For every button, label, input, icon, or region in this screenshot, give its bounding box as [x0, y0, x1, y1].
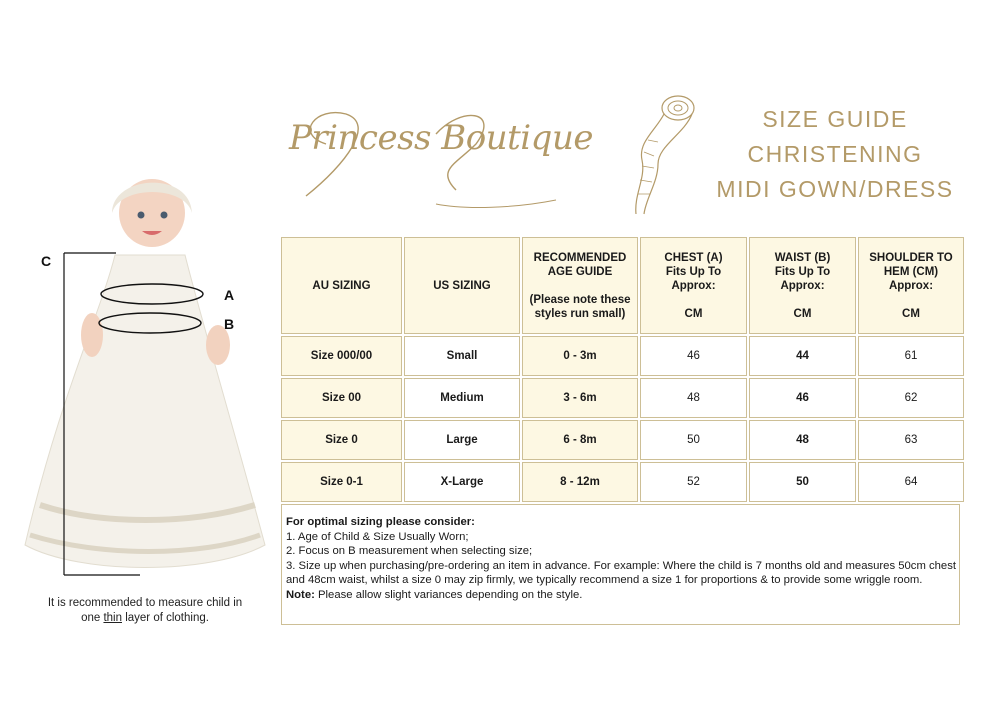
measure-note [40, 596, 250, 626]
table-cell-chest: 52 [640, 462, 747, 502]
table-cell-hem: 62 [858, 378, 964, 418]
header-line: styles run small) [534, 307, 626, 320]
label-b: B [224, 316, 235, 332]
table-cell-au: Size 00 [281, 378, 402, 418]
header-us-sizing [404, 237, 520, 334]
table-cell-waist: 48 [749, 420, 856, 460]
heading-line-2: CHRISTENING [747, 141, 923, 167]
sizing-notes [281, 504, 960, 625]
heading-line-3: MIDI GOWN/DRESS [716, 176, 954, 202]
header-line: WAIST (B) [774, 251, 831, 264]
measure-note-text-1: It is recommended to measure child in one [47, 597, 243, 624]
header-line: AGE GUIDE [547, 265, 613, 278]
header-line: HEM (CM) [883, 265, 939, 278]
table-cell-us: Medium [404, 378, 520, 418]
table-cell-us: Large [404, 420, 520, 460]
notes-note-text: Please allow slight variances depending on the style. [314, 588, 583, 601]
table-cell-hem: 63 [858, 420, 964, 460]
header-line: RECOMMENDED [533, 251, 627, 264]
header-line: SHOULDER TO [869, 251, 953, 264]
header-line: CM [684, 307, 703, 320]
header-line: US SIZING [433, 279, 491, 292]
table-cell-age: 0 - 3m [522, 336, 638, 376]
table-cell-chest: 50 [640, 420, 747, 460]
notes-note [286, 588, 956, 603]
table-cell-waist: 50 [749, 462, 856, 502]
table-cell-chest: 48 [640, 378, 747, 418]
header-line: Fits Up To [665, 265, 722, 278]
table-cell-waist: 46 [749, 378, 856, 418]
table-cell-age: 8 - 12m [522, 462, 638, 502]
label-c: C [41, 253, 52, 269]
header-line: CM [793, 307, 812, 320]
table-cell-au: Size 0 [281, 420, 402, 460]
measure-note-underlined: thin [103, 612, 122, 624]
table-cell-age: 3 - 6m [522, 378, 638, 418]
size-table [281, 237, 960, 625]
measure-note-text-2: layer of clothing. [122, 612, 209, 624]
header-age-guide [522, 237, 638, 334]
table-cell-hem: 61 [858, 336, 964, 376]
header-line: CHEST (A) [664, 251, 723, 264]
table-cell-us: X-Large [404, 462, 520, 502]
table-cell-au: Size 0-1 [281, 462, 402, 502]
header-chest [640, 237, 747, 334]
table-cell-age: 6 - 8m [522, 420, 638, 460]
table-cell-au: Size 000/00 [281, 336, 402, 376]
heading-line-1: SIZE GUIDE [762, 106, 908, 132]
notes-title: For optimal sizing please consider: [286, 516, 475, 528]
notes-item-3: 3. Size up when purchasing/pre-ordering an item in advance. For example: Where the child is 7 months old and measures 50cm chest and 48cm waist, whilst a size 0 may zip firmly, we typically recommend a size 1 for proportions & to provide some wriggle room. [286, 559, 957, 586]
header-line: AU SIZING [312, 279, 371, 292]
table-cell-waist: 44 [749, 336, 856, 376]
header-line: CM [902, 307, 920, 320]
header-line: Fits Up To [774, 265, 831, 278]
notes-item-2: 2. Focus on B measurement when selecting size; [286, 545, 533, 557]
header-line: (Please note these [529, 293, 631, 306]
child-in-gown-image [20, 165, 270, 585]
header-shoulder-to-hem [858, 237, 964, 334]
tape-measure-icon [628, 90, 700, 218]
table-cell-chest: 46 [640, 336, 747, 376]
brand-logo [286, 104, 596, 214]
size-guide-heading [700, 102, 970, 207]
notes-item-1: 1. Age of Child & Size Usually Worn; [286, 530, 469, 543]
header-waist [749, 237, 856, 334]
label-a: A [224, 287, 235, 303]
header-line: Approx: [888, 279, 934, 292]
table-cell-us: Small [404, 336, 520, 376]
logo-text: Princess Boutique [289, 118, 593, 158]
header-line: Approx: [780, 279, 825, 292]
notes-note-label: Note: [286, 588, 315, 601]
header-au-sizing [281, 237, 402, 334]
child-measurement-diagram [20, 165, 270, 585]
size-table-grid [281, 237, 960, 502]
header-line: Approx: [671, 279, 716, 292]
table-cell-hem: 64 [858, 462, 964, 502]
